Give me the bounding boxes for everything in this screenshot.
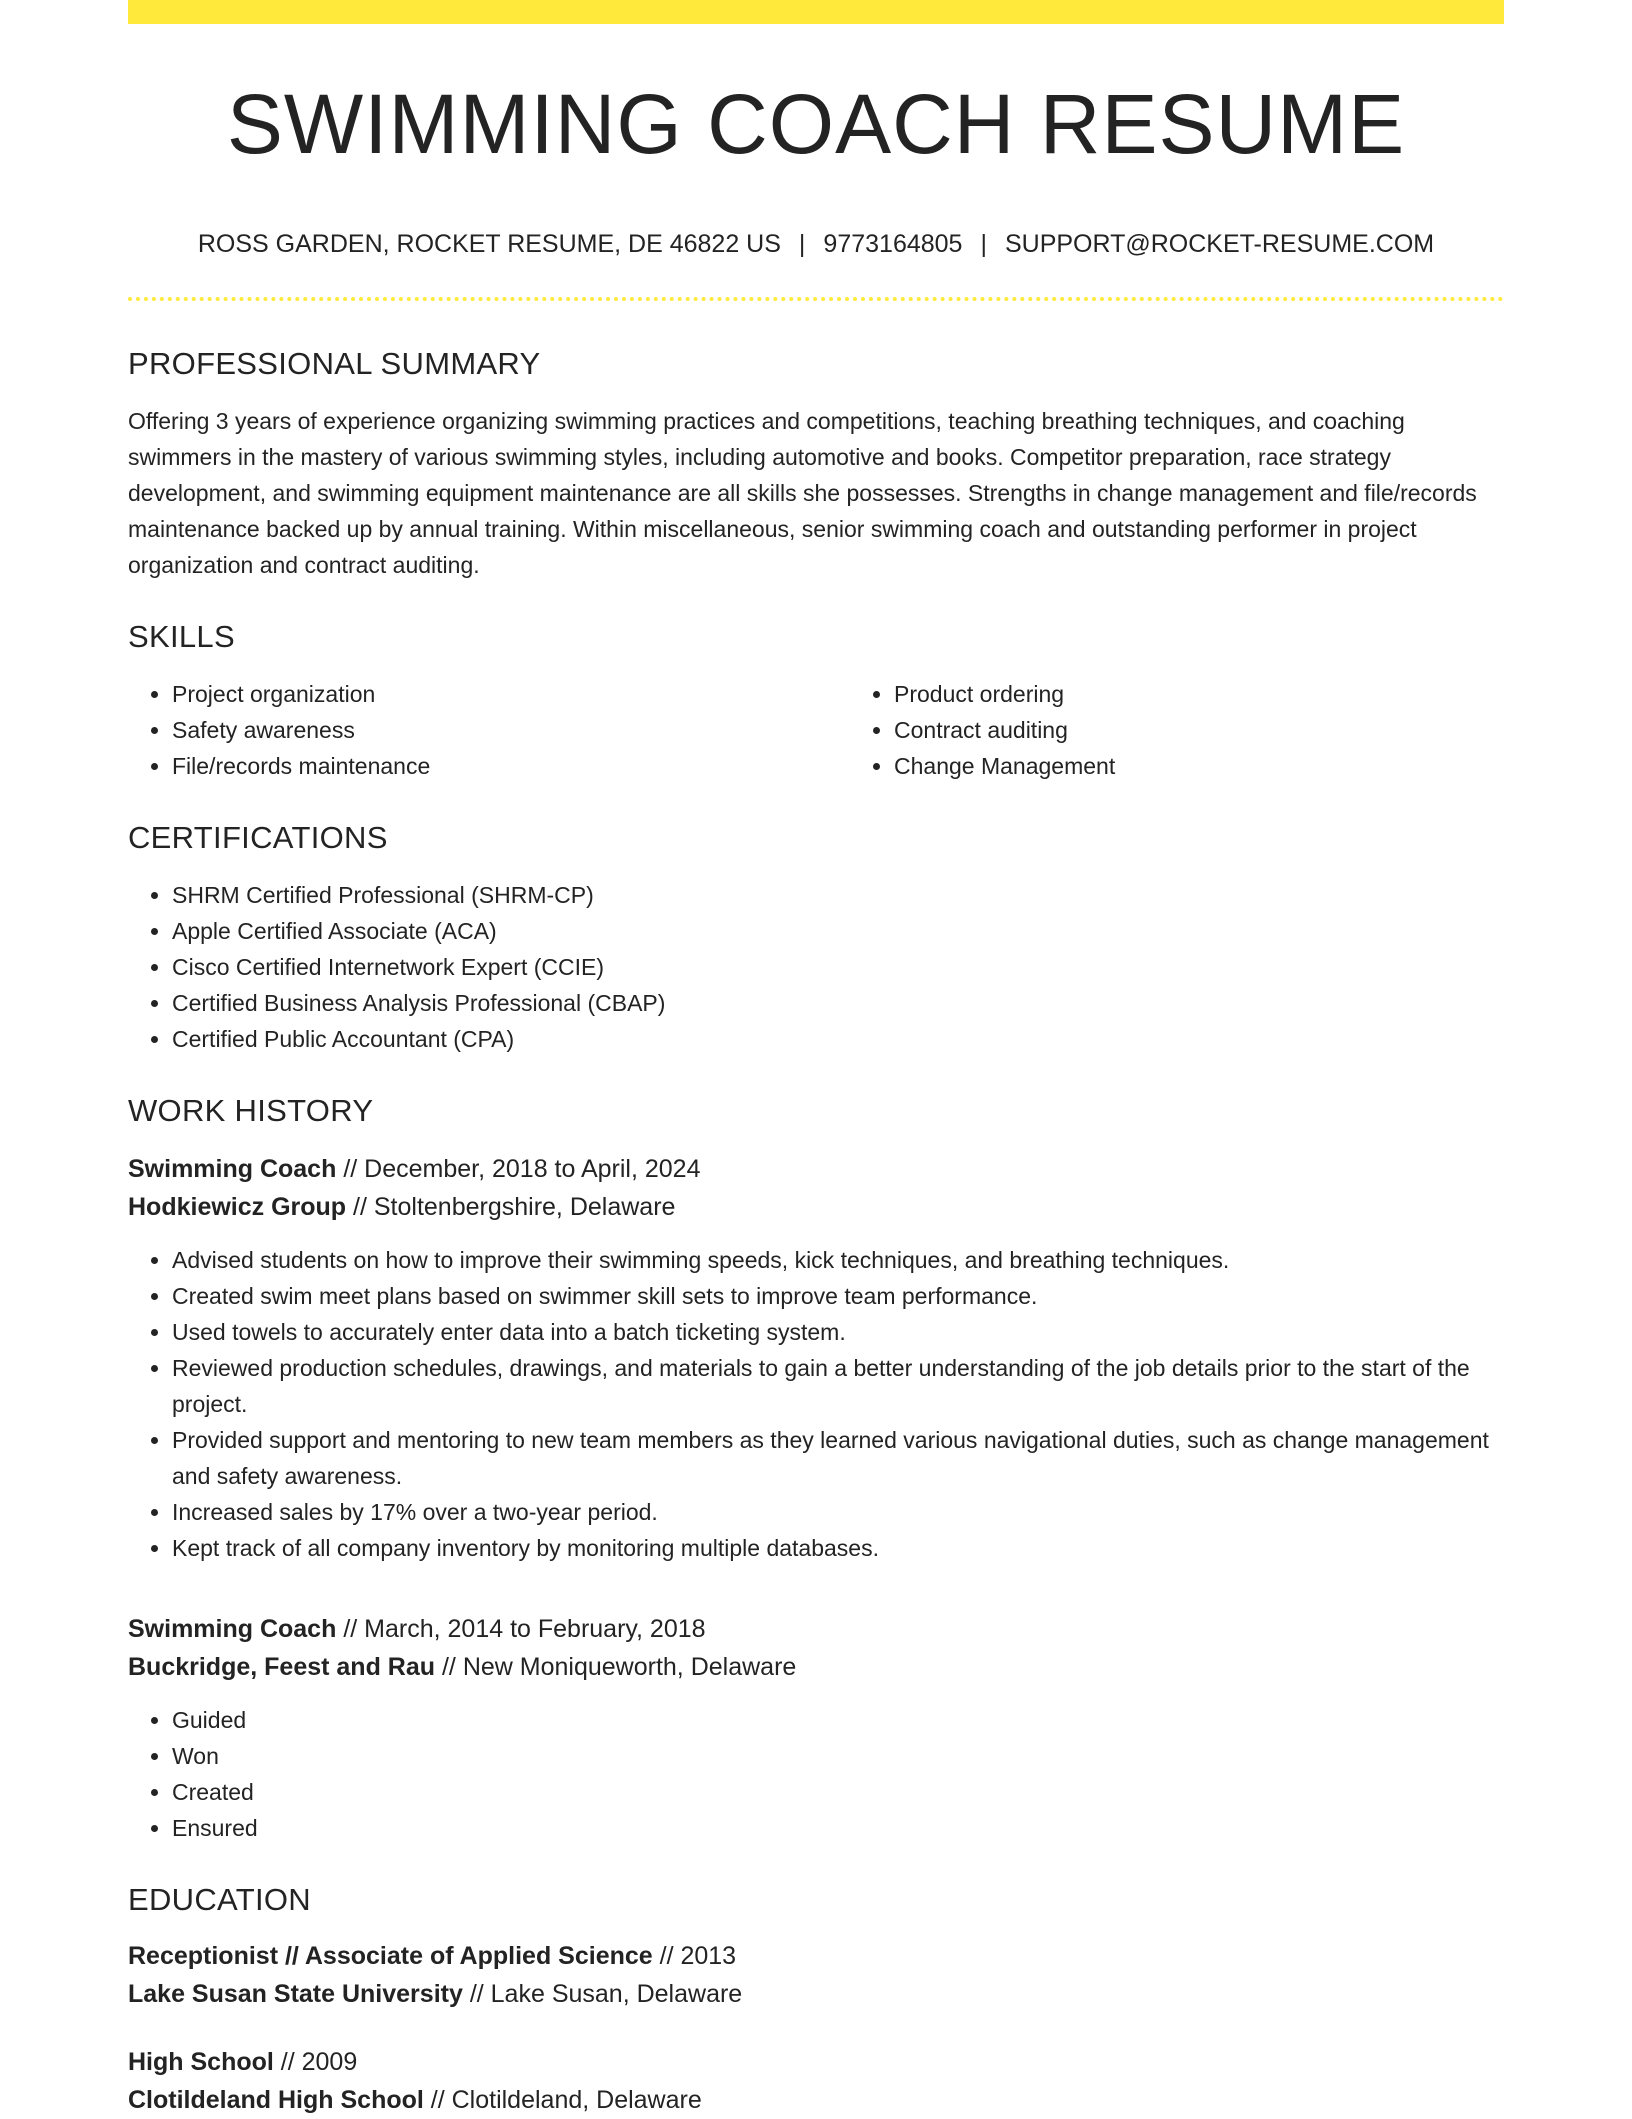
job-dates: // December, 2018 to April, 2024: [336, 1155, 701, 1183]
job-company-line: [128, 1188, 1504, 1226]
skills-list-left: [128, 676, 850, 784]
skill-item: • File/records maintenance: [172, 748, 850, 784]
job-duties-list: [128, 1702, 1504, 1846]
skill-item: • Project organization: [172, 676, 850, 712]
job-duty: • Created swim meet plans based on swimmer skill sets to improve team performance.: [172, 1278, 1504, 1314]
job-title-line: [128, 1610, 1504, 1648]
job-entry: [128, 1150, 1504, 1566]
job-company: Hodkiewicz Group: [128, 1193, 347, 1221]
resume-title: SWIMMING COACH RESUME: [226, 77, 1406, 171]
job-duty: • Provided support and mentoring to new team members as they learned various navigational duties, such as change management and safety awareness.: [172, 1422, 1504, 1494]
job-dates: // March, 2014 to February, 2018: [336, 1615, 706, 1643]
summary-text: Offering 3 years of experience organizing swimming practices and competitions, teaching breathing techniques, and coaching swimmers in the mastery of various swimming styles, including automotive and books. Competitor preparation, race strategy development, and swimming equipment maintenance are all skills she possesses. Strengths in change management and file/records maintenance backed up by annual training. Within miscellaneous, senior swimming coach and outstanding performer in project organization and contract auditing.: [128, 408, 1477, 578]
education-location: // Lake Susan, Delaware: [462, 1980, 743, 2008]
contact-address: ROSS GARDEN, ROCKET RESUME, DE 46822 US: [197, 230, 781, 258]
job-company: Buckridge, Feest and Rau: [128, 1653, 436, 1681]
resume-page: [128, 0, 1504, 2119]
work-history-heading: WORK HISTORY: [128, 1093, 374, 1128]
job-duty: • Created: [172, 1774, 1504, 1810]
contact-separator: |: [980, 230, 987, 258]
education-entry: [128, 1937, 1504, 2013]
skills-list-right: [850, 676, 1572, 784]
contact-separator: |: [798, 230, 806, 258]
certification-item: • Certified Public Accountant (CPA): [172, 1021, 1504, 1057]
certification-item: • SHRM Certified Professional (SHRM-CP): [172, 877, 1504, 913]
summary-section: [128, 348, 1504, 583]
skill-item: • Contract auditing: [894, 712, 1572, 748]
job-duties-list: [128, 1242, 1504, 1566]
job-duty: • Guided: [172, 1702, 1504, 1738]
education-degree-line: [128, 2043, 1504, 2081]
dotted-divider: [128, 297, 1504, 301]
education-school: Lake Susan State University: [128, 1980, 463, 2008]
contact-line: [128, 232, 1504, 257]
education-school-line: [128, 1975, 1504, 2013]
education-degree-line: [128, 1937, 1504, 1975]
summary-heading: PROFESSIONAL SUMMARY: [128, 346, 541, 381]
skills-grid: [128, 676, 1504, 784]
skill-item: • Product ordering: [894, 676, 1572, 712]
job-location: // New Moniqueworth, Delaware: [435, 1653, 797, 1681]
job-company-line: [128, 1648, 1504, 1686]
education-year: // 2009: [273, 2048, 358, 2076]
job-title: Swimming Coach: [128, 1615, 337, 1643]
certifications-heading: CERTIFICATIONS: [128, 820, 388, 855]
job-title-line: [128, 1150, 1504, 1188]
job-location: // Stoltenbergshire, Delaware: [346, 1193, 676, 1221]
job-duty: • Used towels to accurately enter data into a batch ticketing system.: [172, 1314, 1504, 1350]
certification-item: • Apple Certified Associate (ACA): [172, 913, 1504, 949]
skill-item: • Change Management: [894, 748, 1572, 784]
skills-section: [128, 621, 1504, 784]
job-duty: • Increased sales by 17% over a two-year period.: [172, 1494, 1504, 1530]
contact-phone: 9773164805: [823, 230, 963, 258]
education-school: Clotildeland High School: [128, 2086, 424, 2114]
education-section: [128, 1884, 1504, 2119]
job-duty: • Ensured: [172, 1810, 1504, 1846]
skills-heading: SKILLS: [128, 619, 235, 654]
education-degree: High School: [128, 2048, 274, 2076]
job-title: Swimming Coach: [128, 1155, 337, 1183]
education-school-line: [128, 2081, 1504, 2119]
job-duty: • Kept track of all company inventory by monitoring multiple databases.: [172, 1530, 1504, 1566]
job-entry: [128, 1610, 1504, 1846]
job-duty: • Won: [172, 1738, 1504, 1774]
work-history-section: [128, 1095, 1504, 1846]
education-degree: Receptionist // Associate of Applied Science: [128, 1942, 653, 1970]
job-duty: • Advised students on how to improve their swimming speeds, kick techniques, and breathing techniques.: [172, 1242, 1504, 1278]
top-accent-bar: [128, 0, 1504, 24]
education-heading: EDUCATION: [128, 1882, 311, 1917]
education-entry: [128, 2043, 1504, 2119]
certifications-section: [128, 822, 1504, 1057]
certification-item: • Certified Business Analysis Professional (CBAP): [172, 985, 1504, 1021]
education-location: // Clotildeland, Delaware: [423, 2086, 702, 2114]
contact-email: SUPPORT@ROCKET-RESUME.COM: [1004, 230, 1435, 258]
certifications-list: [128, 877, 1504, 1057]
job-duty: • Reviewed production schedules, drawings, and materials to gain a better understanding of the job details prior to the start of the project.: [172, 1350, 1504, 1422]
skill-item: • Safety awareness: [172, 712, 850, 748]
certification-item: • Cisco Certified Internetwork Expert (CCIE): [172, 949, 1504, 985]
education-year: // 2013: [652, 1942, 737, 1970]
